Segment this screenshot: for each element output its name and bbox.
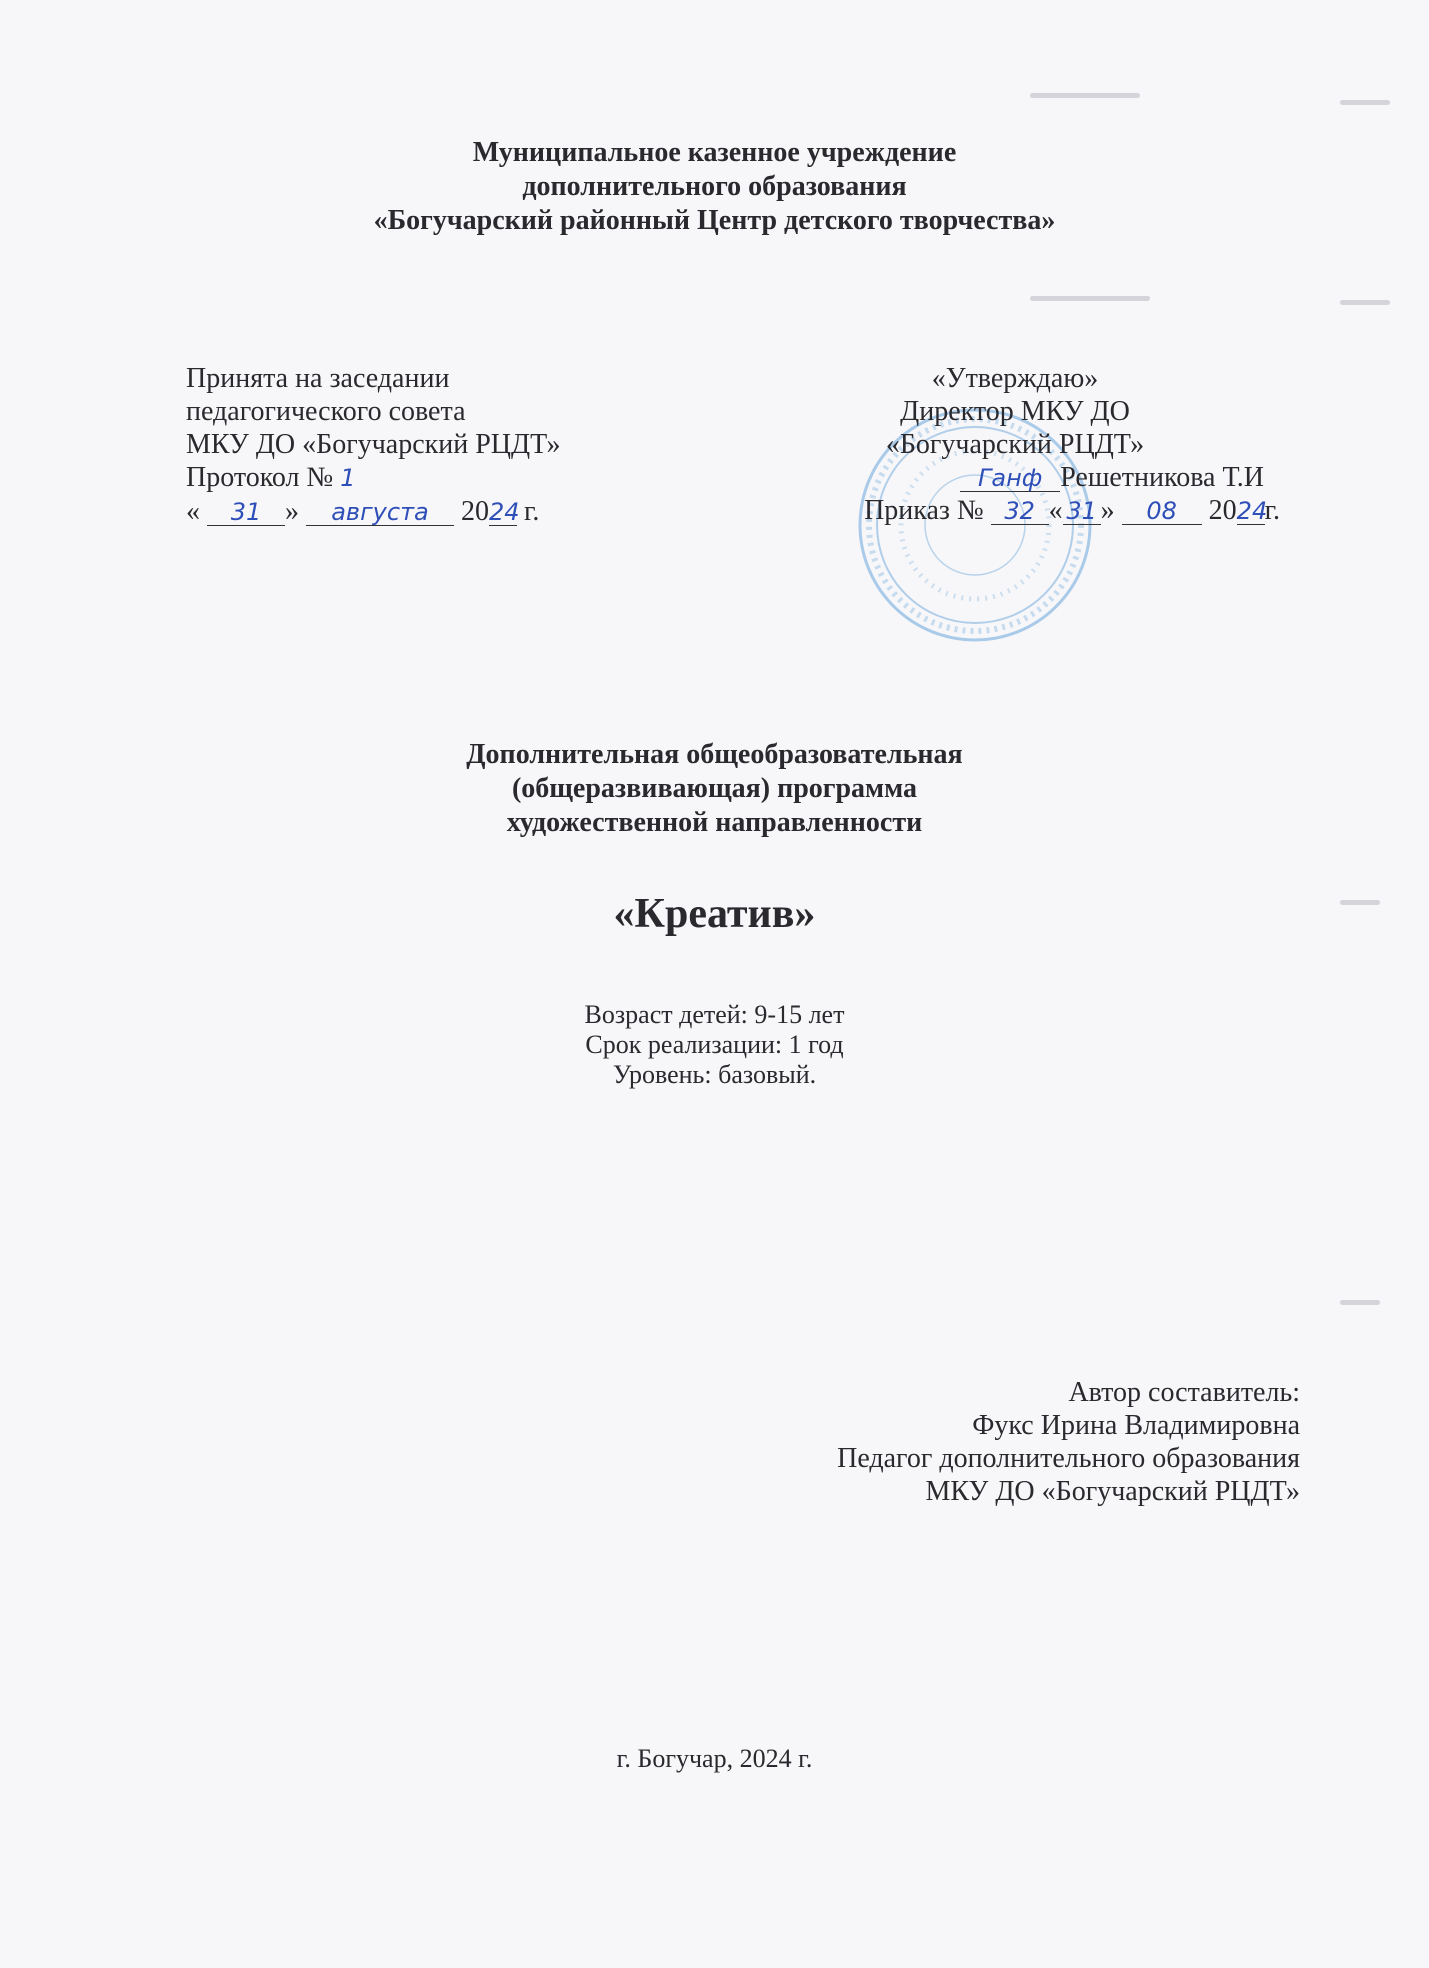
order-label: Приказ № [864, 495, 984, 526]
order-year-end: г. [1264, 495, 1280, 526]
protocol-line [186, 461, 561, 495]
quote-open: « [186, 496, 200, 527]
author-label: Автор составитель: [1068, 1377, 1300, 1408]
level-line: Уровень: базовый. [612, 1060, 817, 1089]
term-line: Срок реализации: 1 год [585, 1030, 844, 1059]
city-year: г. Богучар, 2024 г. [616, 1744, 813, 1773]
approved-line-1: «Утверждаю» [931, 363, 1099, 394]
order-line [760, 494, 1280, 527]
director-signature: Ганф [960, 465, 1060, 492]
order-year-suffix: 24 [1236, 497, 1268, 525]
accepted-line-1: Принята на заседании [186, 363, 450, 394]
author-position: Педагог дополнительного образования [837, 1443, 1300, 1474]
order-number: 32 [991, 498, 1049, 525]
institution-line-1: Муниципальное казенное учреждение [472, 137, 957, 168]
quote-close: » [285, 496, 299, 527]
protocol-label: Протокол № [186, 462, 334, 493]
author-block [837, 1376, 1300, 1508]
author-name: Фукс Ирина Владимировна [972, 1410, 1300, 1441]
author-org: МКУ ДО «Богучарский РЦДТ» [925, 1476, 1300, 1507]
approved-block [760, 362, 1280, 527]
scan-artifact [1340, 1300, 1380, 1305]
program-description [0, 738, 1429, 840]
order-year-prefix: 20 [1208, 495, 1237, 526]
order-month: 08 [1122, 498, 1202, 525]
approved-line-2: Директор МКУ ДО [900, 396, 1130, 427]
director-line [760, 461, 1270, 494]
accepted-line-2: педагогического совета [186, 396, 466, 427]
program-line-3: художественной направленности [506, 807, 923, 838]
age-line: Возраст детей: 9-15 лет [584, 1000, 845, 1029]
year-prefix: 20 [461, 496, 489, 527]
program-line-2: (общеразвивающая) программа [511, 773, 918, 804]
quote-open: « [1048, 495, 1063, 526]
institution-line-2: дополнительного образования [522, 171, 907, 202]
scan-artifact [1340, 100, 1390, 105]
accepted-date-line [186, 495, 561, 528]
accepted-line-3: МКУ ДО «Богучарский РЦДТ» [186, 429, 561, 460]
quote-close: » [1100, 495, 1115, 526]
program-meta [0, 1000, 1429, 1090]
year-suffix: 24 [489, 498, 520, 526]
institution-line-3: «Богучарский районный Центр детского творчества» [373, 205, 1056, 236]
program-title: «Креатив» [613, 891, 816, 937]
program-line-1: Дополнительная общеобразовательная [466, 739, 963, 770]
scan-artifact [1340, 300, 1390, 305]
scan-artifact [1030, 93, 1140, 98]
date-day: 31 [207, 499, 285, 526]
year-end: г. [524, 496, 540, 527]
director-name: Решетникова Т.И [1060, 462, 1264, 493]
order-day: 31 [1063, 498, 1101, 525]
approved-line-3: «Богучарский РЦДТ» [885, 429, 1145, 460]
date-month: августа [306, 499, 454, 526]
scan-artifact [1030, 296, 1150, 301]
accepted-block [186, 362, 561, 528]
institution-header [0, 136, 1429, 238]
protocol-number: 1 [340, 464, 356, 492]
